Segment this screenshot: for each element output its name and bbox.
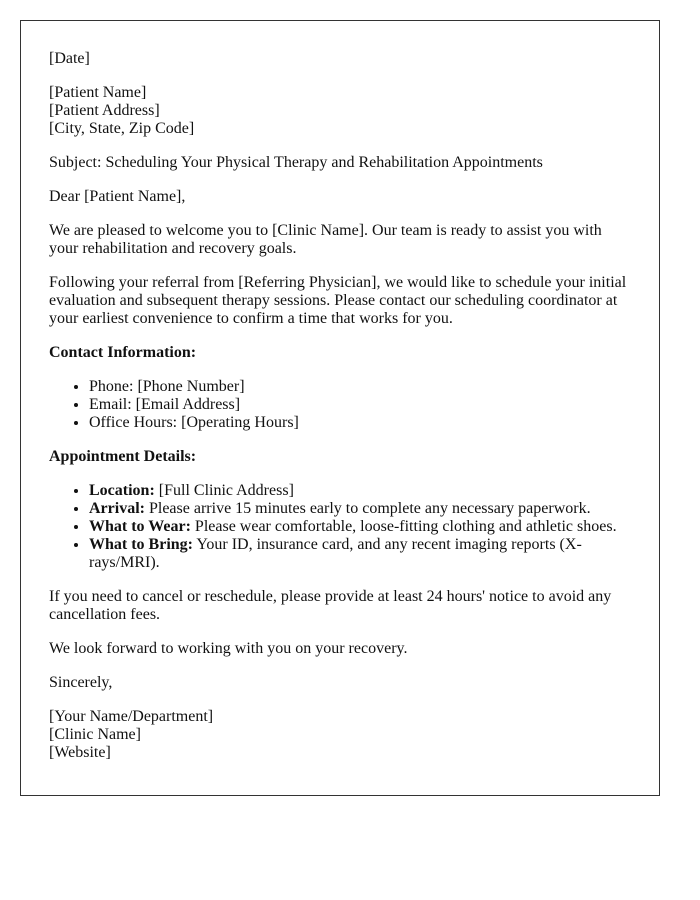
- appointment-location-label: Location:: [89, 482, 155, 499]
- signature-block: [49, 708, 631, 762]
- recipient-address-block: [49, 84, 631, 138]
- sign-off: Sincerely,: [49, 674, 113, 691]
- letter-subject: Subject: Scheduling Your Physical Therapy and Rehabilitation Appointments: [49, 154, 543, 171]
- cancellation-paragraph: If you need to cancel or reschedule, please provide at least 24 hours' notice to avoid any cancellation fees.: [49, 588, 612, 623]
- appointment-what-to-wear-text: Please wear comfortable, loose-fitting clothing and athletic shoes.: [190, 518, 617, 535]
- contact-information-heading: Contact Information:: [49, 344, 197, 361]
- signature-clinic-name: [Clinic Name]: [49, 726, 141, 743]
- letter-salutation: Dear [Patient Name],: [49, 188, 186, 205]
- recipient-address: [Patient Address]: [49, 102, 160, 119]
- appointment-arrival: [89, 500, 631, 518]
- contact-phone: • Phone: [Phone Number]: [89, 378, 631, 396]
- appointment-what-to-wear: [89, 518, 631, 536]
- appointment-what-to-wear-label: What to Wear:: [89, 518, 191, 535]
- letter-date: [Date]: [49, 50, 90, 67]
- referral-paragraph: Following your referral from [Referring Physician], we would like to schedule your initial evaluation and subsequent therapy sessions. Please contact our scheduling coordinator at your earliest convenience to confirm a time that works for you.: [49, 274, 627, 327]
- recipient-name: [Patient Name]: [49, 84, 147, 101]
- appointment-what-to-bring-label: What to Bring:: [89, 536, 193, 553]
- closing-line: We look forward to working with you on your recovery.: [49, 640, 408, 657]
- appointment-details-list: [49, 482, 631, 572]
- signature-name-department: [Your Name/Department]: [49, 708, 214, 725]
- appointment-arrival-label: Arrival:: [89, 500, 145, 517]
- appointment-arrival-text: Please arrive 15 minutes early to complete any necessary paperwork.: [144, 500, 591, 517]
- appointment-location: [89, 482, 631, 500]
- letter-document: [20, 20, 660, 796]
- contact-office-hours: • Office Hours: [Operating Hours]: [89, 414, 631, 432]
- appointment-location-text: [Full Clinic Address]: [154, 482, 294, 499]
- appointment-what-to-bring-text: Your ID, insurance card, and any recent imaging reports (X-rays/MRI).: [89, 536, 582, 571]
- signature-website: [Website]: [49, 744, 111, 761]
- contact-email: • Email: [Email Address]: [89, 396, 631, 414]
- contact-information-list: [49, 378, 631, 432]
- recipient-city-state-zip: [City, State, Zip Code]: [49, 120, 195, 137]
- appointment-what-to-bring: [89, 536, 631, 572]
- welcome-paragraph: We are pleased to welcome you to [Clinic Name]. Our team is ready to assist you with your rehabilitation and recovery goals.: [49, 222, 602, 257]
- appointment-details-heading: Appointment Details:: [49, 448, 197, 465]
